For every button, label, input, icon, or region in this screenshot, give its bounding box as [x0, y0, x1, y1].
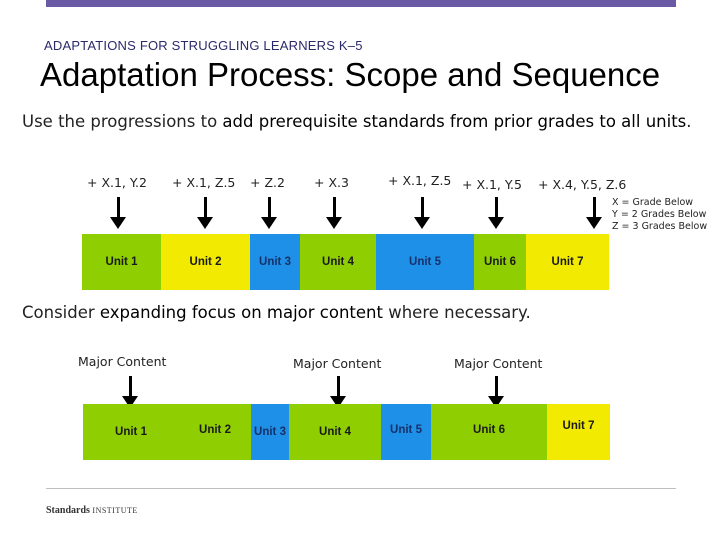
unit-block-4: Unit 4 — [289, 404, 381, 460]
unit-block-1: Unit 1 — [82, 234, 161, 290]
slide-title: Adaptation Process: Scope and Sequence — [40, 56, 661, 93]
section-eyebrow: ADAPTATIONS FOR STRUGGLING LEARNERS K–5 — [44, 38, 363, 53]
prereq-label-unit-4: + X.3 — [314, 175, 349, 190]
prereq-label-unit-5: + X.1, Z.5 — [388, 173, 452, 188]
instruction-text-end: where necessary. — [382, 303, 531, 322]
standards-institute-logo — [46, 505, 138, 516]
major-content-label-3: Major Content — [454, 356, 543, 371]
unit-block-2: Unit 2 — [161, 234, 250, 290]
prereq-label-unit-3: + Z.2 — [250, 175, 285, 190]
instruction-add-prerequisites — [22, 112, 692, 131]
unit-block-1: Unit 1 — [83, 404, 179, 460]
instruction-emphasis: add prerequisite standards from prior grades to all units — [222, 112, 687, 131]
top-accent-bar — [46, 0, 676, 7]
unit-block-4: Unit 4 — [300, 234, 376, 290]
logo-sub-text: INSTITUTE — [92, 506, 138, 515]
unit-block-5: Unit 5 — [381, 404, 431, 460]
unit-sequence-strip-major-content — [83, 404, 610, 460]
footer-divider — [46, 488, 676, 489]
legend-y: Y = 2 Grades Below — [612, 209, 707, 220]
instruction-text: Consider — [22, 303, 100, 322]
unit-block-2: Unit 2 — [179, 404, 251, 460]
unit-sequence-strip-prerequisites — [82, 234, 609, 290]
unit-block-3: Unit 3 — [250, 234, 300, 290]
prereq-label-unit-7: + X.4, Y.5, Z.6 — [538, 177, 627, 192]
legend-x: X = Grade Below — [612, 197, 694, 208]
unit-block-6: Unit 6 — [474, 234, 526, 290]
prereq-label-unit-2: + X.1, Z.5 — [172, 175, 236, 190]
instruction-emphasis: expanding focus on major content — [99, 303, 383, 322]
instruction-text: Use the progressions to — [22, 112, 223, 131]
prereq-label-unit-6: + X.1, Y.5 — [462, 177, 522, 192]
instruction-text-end: . — [686, 112, 692, 131]
major-content-label-1: Major Content — [78, 354, 167, 369]
instruction-expand-focus — [22, 303, 531, 322]
unit-block-7: Unit 7 — [526, 234, 609, 290]
major-content-label-2: Major Content — [293, 356, 382, 371]
legend-z: Z = 3 Grades Below — [612, 221, 708, 232]
grade-legend — [612, 197, 707, 233]
unit-block-7: Unit 7 — [547, 404, 610, 460]
unit-block-3: Unit 3 — [251, 404, 289, 460]
prereq-label-unit-1: + X.1, Y.2 — [87, 175, 147, 190]
unit-block-6: Unit 6 — [431, 404, 547, 460]
logo-main-text: Standards — [46, 505, 90, 516]
unit-block-5: Unit 5 — [376, 234, 474, 290]
